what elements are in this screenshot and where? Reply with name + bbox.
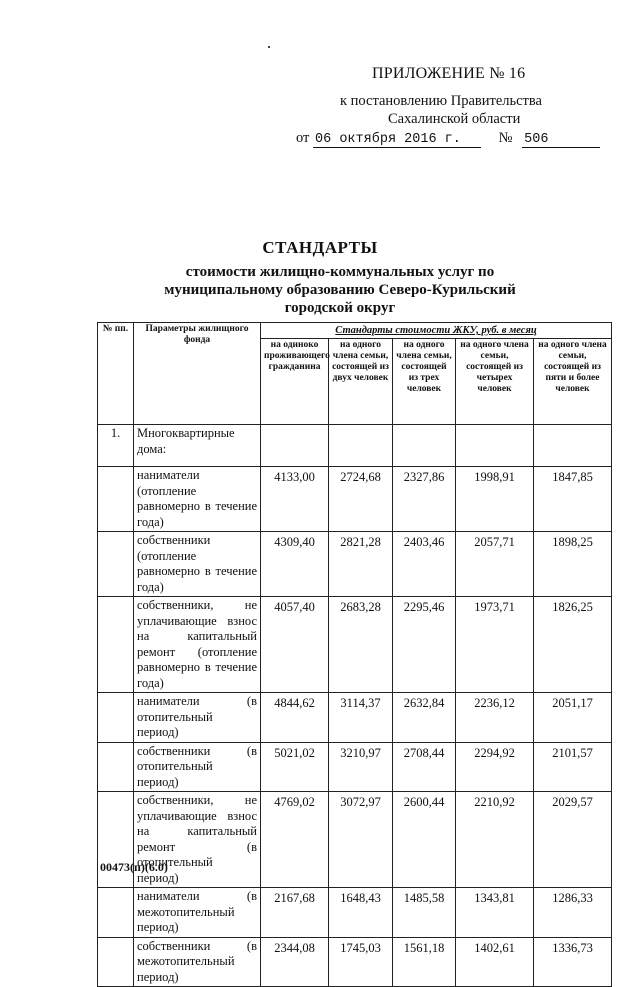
value-family-3: 2327,86 bbox=[393, 467, 456, 532]
value-family-2: 2724,68 bbox=[329, 467, 393, 532]
value-family-5plus: 1826,25 bbox=[534, 597, 612, 693]
standards-table bbox=[97, 322, 612, 987]
appendix-title: ПРИЛОЖЕНИЕ № 16 bbox=[372, 65, 526, 82]
form-code: 00473(п)(6.0) bbox=[100, 860, 168, 874]
table-row bbox=[98, 597, 612, 693]
value-family-3: 1561,18 bbox=[393, 937, 456, 987]
value-family-3: 2632,84 bbox=[393, 693, 456, 743]
row-label: собственники, не уплачивающие взнос на капитальный ремонт (в отопительный период) bbox=[134, 792, 261, 888]
table-row bbox=[98, 792, 612, 888]
value-family-4: 1998,91 bbox=[456, 467, 534, 532]
value-family-4: 2236,12 bbox=[456, 693, 534, 743]
value-family-4: 2057,71 bbox=[456, 532, 534, 597]
value-single: 4057,40 bbox=[261, 597, 329, 693]
table-row bbox=[98, 467, 612, 532]
value-family-3: 2600,44 bbox=[393, 792, 456, 888]
value-family-2: 2683,28 bbox=[329, 597, 393, 693]
value-family-4: 2210,92 bbox=[456, 792, 534, 888]
value-single: 2167,68 bbox=[261, 888, 329, 938]
value-family-3: 2403,46 bbox=[393, 532, 456, 597]
value-single: 4309,40 bbox=[261, 532, 329, 597]
col-header-family-5plus: на одного члена семьи, состоящей из пяти и более человек bbox=[534, 339, 612, 425]
value-single: 5021,02 bbox=[261, 742, 329, 792]
value-family-5plus: 2029,57 bbox=[534, 792, 612, 888]
value-family-3: 2708,44 bbox=[393, 742, 456, 792]
table-row bbox=[98, 937, 612, 987]
value-family-2: 2821,28 bbox=[329, 532, 393, 597]
value-single: 4769,02 bbox=[261, 792, 329, 888]
number-sign: № bbox=[498, 130, 513, 146]
value-family-5plus: 1847,85 bbox=[534, 467, 612, 532]
value-family-5plus: 2051,17 bbox=[534, 693, 612, 743]
value-family-2: 1745,03 bbox=[329, 937, 393, 987]
value-family-4: 1343,81 bbox=[456, 888, 534, 938]
section-number: 1. bbox=[98, 425, 134, 467]
col-header-family-2: на одного члена семьи, состоящей из двух человек bbox=[329, 339, 393, 425]
resolution-reference-line2: Сахалинской области bbox=[388, 111, 521, 127]
row-label: наниматели (отопление равномерно в течение года) bbox=[134, 467, 261, 532]
col-header-family-3: на одного члена семьи, состоящей из трех человек bbox=[393, 339, 456, 425]
table-row bbox=[98, 693, 612, 743]
document-subtitle: стоимости жилищно-коммунальных услуг по муниципальному образованию Северо-Курильский городской округ bbox=[164, 264, 516, 316]
col-header-number: № пп. bbox=[98, 323, 134, 425]
col-header-single: на одиноко проживающего гражданина bbox=[261, 339, 329, 425]
resolution-number: 506 bbox=[522, 132, 600, 148]
table-row bbox=[98, 888, 612, 938]
row-label: собственники, не уплачивающие взнос на капитальный ремонт (отопление равномерно в течение года) bbox=[134, 597, 261, 693]
value-family-3: 1485,58 bbox=[393, 888, 456, 938]
value-family-5plus: 1286,33 bbox=[534, 888, 612, 938]
value-single: 4133,00 bbox=[261, 467, 329, 532]
col-group-header: Стандарты стоимости ЖКУ, руб. в месяц bbox=[261, 323, 612, 339]
value-family-5plus: 1336,73 bbox=[534, 937, 612, 987]
value-family-3: 2295,46 bbox=[393, 597, 456, 693]
value-family-5plus: 2101,57 bbox=[534, 742, 612, 792]
value-family-2: 1648,43 bbox=[329, 888, 393, 938]
section-label: Многоквартирные дома: bbox=[134, 425, 261, 467]
row-label: наниматели (в межотопительный период) bbox=[134, 888, 261, 938]
row-label: собственники (в межотопительный период) bbox=[134, 937, 261, 987]
col-header-family-4: на одного члена семьи, состоящей из четырех человек bbox=[456, 339, 534, 425]
date-prefix: от bbox=[296, 130, 310, 146]
resolution-date-row bbox=[296, 130, 600, 148]
col-header-params: Параметры жилищного фонда bbox=[134, 323, 261, 425]
table-row bbox=[98, 532, 612, 597]
scan-speck bbox=[268, 46, 270, 48]
document-title: СТАНДАРТЫ bbox=[262, 238, 378, 257]
value-family-2: 3114,37 bbox=[329, 693, 393, 743]
row-label: наниматели (в отопительный период) bbox=[134, 693, 261, 743]
value-single: 2344,08 bbox=[261, 937, 329, 987]
section-row bbox=[98, 425, 612, 467]
value-single: 4844,62 bbox=[261, 693, 329, 743]
value-family-4: 2294,92 bbox=[456, 742, 534, 792]
row-label: собственники (в отопительный период) bbox=[134, 742, 261, 792]
row-label: собственники (отопление равномерно в течение года) bbox=[134, 532, 261, 597]
resolution-date: 06 октября 2016 г. bbox=[313, 132, 481, 148]
value-family-4: 1402,61 bbox=[456, 937, 534, 987]
value-family-4: 1973,71 bbox=[456, 597, 534, 693]
resolution-reference-line1: к постановлению Правительства bbox=[340, 93, 542, 109]
value-family-2: 3210,97 bbox=[329, 742, 393, 792]
value-family-5plus: 1898,25 bbox=[534, 532, 612, 597]
value-family-2: 3072,97 bbox=[329, 792, 393, 888]
table-row bbox=[98, 742, 612, 792]
